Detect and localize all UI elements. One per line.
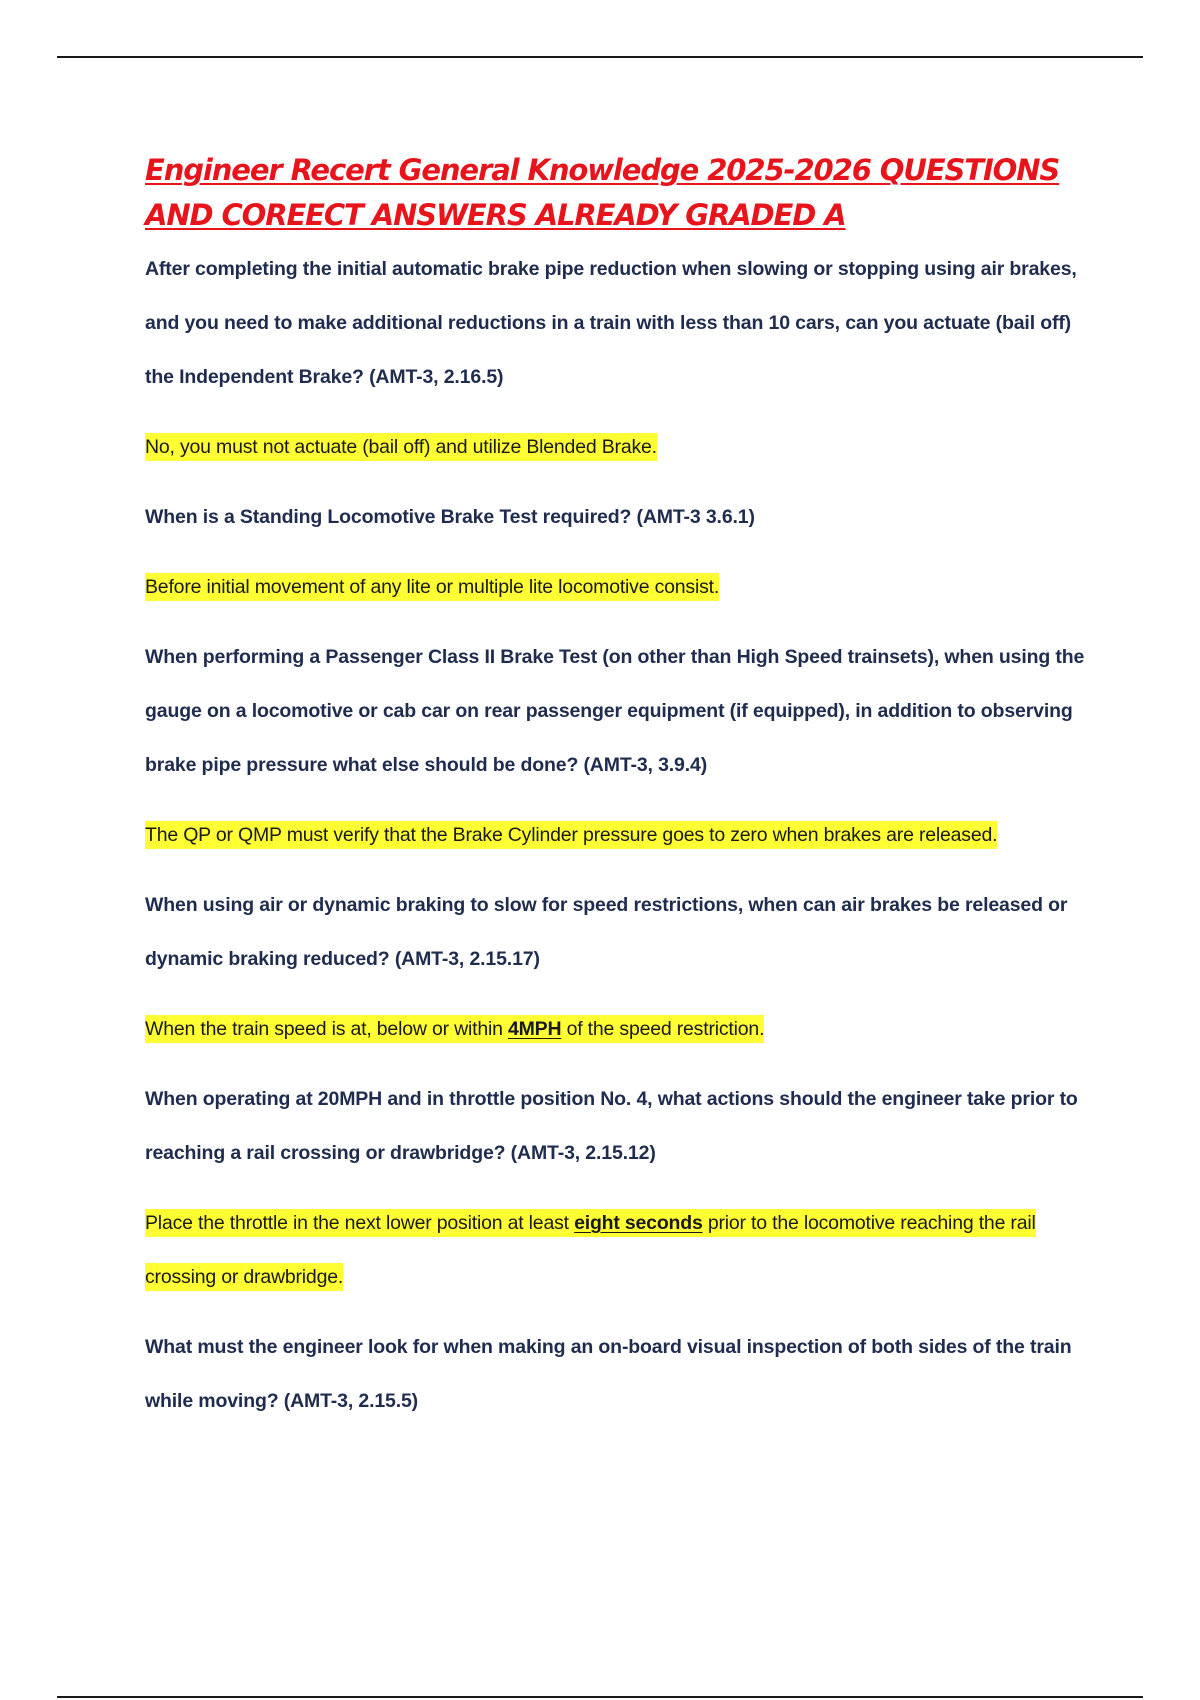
question-text: What must the engineer look for when making an on-board visual inspection of both sides of the train while moving? (AMT-3, 2.15.5) xyxy=(145,1336,1072,1412)
header-rule xyxy=(57,56,1143,58)
question-text: When performing a Passenger Class II Brake Test (on other than High Speed trainsets), when using the gauge on a locomotive or cab car on rear passenger equipment (if equipped), in addition to observing brake pipe pressure what else should be done? (AMT-3, 3.9.4) xyxy=(145,646,1085,776)
answer-highlight xyxy=(145,1015,764,1043)
qa-item-5 xyxy=(145,1072,1090,1304)
question-text: When is a Standing Locomotive Brake Test required? (AMT-3 3.6.1) xyxy=(145,506,755,528)
answer-highlight: No, you must not actuate (bail off) and utilize Blended Brake. xyxy=(145,433,657,461)
answer-text xyxy=(145,420,1090,474)
answer-emphasis: eight seconds xyxy=(574,1212,703,1234)
answer-text xyxy=(145,1196,1090,1304)
answer-text xyxy=(145,808,1090,862)
qa-item-1 xyxy=(145,242,1090,474)
answer-highlight: The QP or QMP must verify that the Brake Cylinder pressure goes to zero when brakes are released. xyxy=(145,821,997,849)
answer-text-end: prior to the locomotive reaching the rail crossing or drawbridge. xyxy=(145,1212,1036,1288)
footer-rule xyxy=(57,1696,1143,1698)
answer-text xyxy=(145,1002,1090,1056)
qa-item-3 xyxy=(145,630,1090,862)
question-text: When operating at 20MPH and in throttle position No. 4, what actions should the engineer take prior to reaching a rail crossing or drawbridge? (AMT-3, 2.15.12) xyxy=(145,1088,1078,1164)
answer-emphasis: 4MPH xyxy=(507,1018,562,1040)
document-body xyxy=(145,148,1090,1428)
answer-text xyxy=(145,560,1090,614)
answer-text-start: Place the throttle in the next lower position at least xyxy=(145,1212,575,1234)
question-text: After completing the initial automatic brake pipe reduction when slowing or stopping using air brakes, and you need to make additional reductions in a train with less than 10 cars, can you actuate (bail off) the Independent Brake? (AMT-3, 2.16.5) xyxy=(145,258,1077,388)
answer-highlight xyxy=(145,1209,1036,1291)
qa-item-4 xyxy=(145,878,1090,1056)
document-title: Engineer Recert General Knowledge 2025-2026 QUESTIONS AND COREECT ANSWERS ALREADY GRADED A xyxy=(145,153,1060,232)
answer-text-start: When the train speed is at, below or within xyxy=(145,1018,508,1040)
qa-item-2 xyxy=(145,490,1090,614)
answer-text-end: of the speed restriction. xyxy=(561,1018,765,1040)
qa-item-6 xyxy=(145,1320,1090,1428)
question-text: When using air or dynamic braking to slow for speed restrictions, when can air brakes be released or dynamic braking reduced? (AMT-3, 2.15.17) xyxy=(145,894,1068,970)
answer-highlight: Before initial movement of any lite or multiple lite locomotive consist. xyxy=(145,573,719,601)
